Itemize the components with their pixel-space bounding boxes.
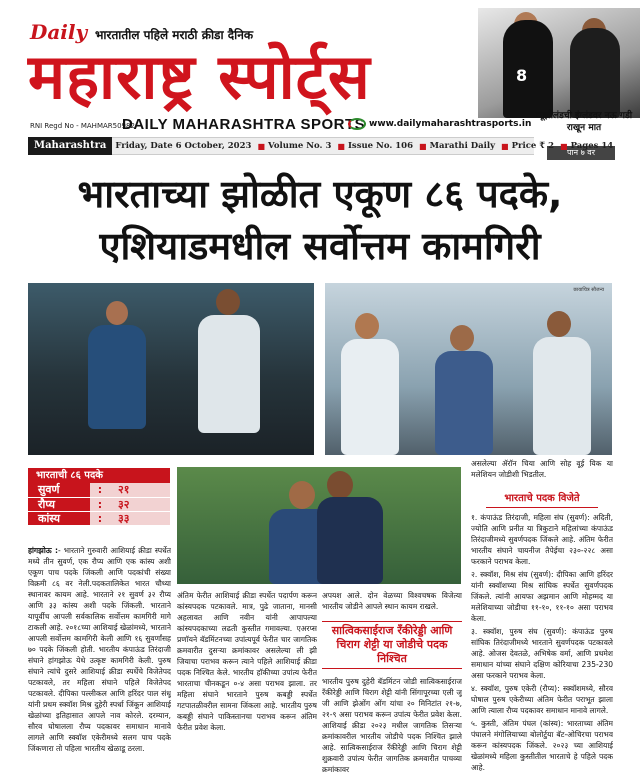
separator-icon: ■ xyxy=(257,141,265,151)
separator-icon: ■ xyxy=(419,141,427,151)
medal-row-silver xyxy=(28,497,170,511)
athlete-head xyxy=(289,481,315,509)
list-item: ४. स्क्वॉश, पुरुष एकेरी (रौप्य): स्क्वॉशमध्ये, सौरव घोषाल पुरुष एकेरीच्या अंतिम फेरीत पराभूत झाला आणि त्याला रौप्य पदकावर समाधान मानावे लागले. xyxy=(471,684,613,715)
list-item: २. स्क्वॉश, मिश्र संघ (सुवर्ण): दीपिका आणि हरिंदर यांनी स्क्वॉशच्या मिश्र सांघिक स्पर्धेत सुवर्णपदक जिंकले. त्यांनी आयफा अझमान आणि मोहम्मद या मलेशियाच्या जोडीचा ११-१०, ११-१० असा पराभव केला. xyxy=(471,570,613,623)
brand-logo: महाराष्ट्र स्पोर्ट्स xyxy=(28,40,371,113)
winners-list-title: भारताचे पदक विजेते xyxy=(471,490,613,508)
issue: Issue No. 106 xyxy=(347,141,413,151)
article-column-2 xyxy=(177,590,317,777)
athlete-figure xyxy=(341,339,399,455)
date: Friday, Date 6 October, 2023 xyxy=(115,141,252,151)
daily-label: Daily xyxy=(30,20,88,44)
article-text: अपयश आले. दोन वेळच्या विश्वचषक विजेत्या भारतीय जोडीने आपले स्थान कायम राखले. xyxy=(322,591,462,611)
medal-name: रौप्य xyxy=(28,498,90,511)
page-reference[interactable]: पान ७ वर xyxy=(547,146,615,160)
brand-english: DAILY MAHARASHTRA SPORTS xyxy=(122,116,366,133)
article-text: भारतीय पुरुष दुहेरी बॅडमिंटन जोडी सात्विकसाईराज रँकीरेड्डी आणि चिराग शेट्टी यांनी सिंगापूरच्या एली जू जी आणि झेओंग ओंग यांचा २० मिनिटांत २१-७, २१-९ असा पराभव करून उपांत्य फेरीत प्रवेश केला. आशियाई क्रीडा २०२३ मधील जागतिक तिसऱ्या क्रमांकावरील भारतीय जोडीचे पदक निश्चित झाले आहे. सात्विकसाईराज रँकीरेड्डी आणि चिराग शेट्टी शुक्रवारी उपांत्य फेरीत जागतिक क्रमवारीत पाचव्या क्रमांकावर xyxy=(322,677,462,774)
separator-icon: ■ xyxy=(560,141,568,151)
player-figure xyxy=(570,28,620,118)
squash-photo xyxy=(28,283,314,455)
volume: Volume No. 3 xyxy=(268,141,332,151)
list-item: ५. कुस्ती, अंतिम पंघल (कांस्य): भारताच्या अंतिम पंघालने मंगोलियाच्या बोलोर्टुया बॅट-ओचिरचा पराभव करून कांस्यपदक जिंकले. २०२३ च्या आशियाई खेळांमध्ये महिला कुस्तीतील भारताचे हे पहिले पदक आहे. xyxy=(471,719,613,772)
medal-count: ३२ xyxy=(110,498,170,511)
winners-list xyxy=(471,512,613,777)
price: Price ₹ 2 xyxy=(511,141,555,151)
article-column-3b xyxy=(322,676,462,777)
athlete-head xyxy=(327,471,353,499)
athlete-figure xyxy=(198,315,260,433)
medal-table xyxy=(28,468,170,540)
dateline: हांगझोऊ : xyxy=(28,546,58,555)
jersey-number: 8 xyxy=(516,66,528,85)
medal-colon: : xyxy=(90,483,110,497)
photo-credit: छायाचित्र सौजन्य xyxy=(573,287,604,293)
athlete-figure xyxy=(435,351,493,455)
medal-name: सुवर्ण xyxy=(28,483,90,497)
archery-photo xyxy=(325,283,612,455)
athlete-head xyxy=(450,325,474,351)
sub-headline: सात्विकसाईराज रँकीरेड्डी आणि चिराग शेट्टी या जोडीचे पदक निश्चित xyxy=(322,621,462,669)
region-label: Maharashtra xyxy=(28,137,112,155)
athlete-figure xyxy=(88,325,146,429)
headline-line-1: भारताच्या झोळीत एकूण ८६ पदके, xyxy=(77,172,563,216)
athlete-head xyxy=(106,301,128,325)
medal-colon: : xyxy=(90,512,110,525)
list-item: १. कंपाऊंड तिरंदाजी, महिला संघ (सुवर्ण): अदिती, ज्योति आणि प्रनीत या त्रिकुटाने महिलांच्या कंपाऊंड तिरंदाजीमध्ये सुवर्णपदक जिंकले आहे. अंतिम फेरीत भारतीय संघाने चायनीज तैपेईचा २३०-२२८ असा फरकाने पराभव केला. xyxy=(471,513,613,566)
medal-count: ३३ xyxy=(110,512,170,525)
website[interactable] xyxy=(348,118,531,130)
athlete-figure xyxy=(533,337,591,455)
athlete-head xyxy=(216,289,240,315)
separator-icon: ■ xyxy=(501,141,509,151)
medal-colon: : xyxy=(90,498,110,511)
side-story-photo xyxy=(478,8,640,118)
article-text: असलेल्या ॲरॉन चिया आणि सोह वूई यिक या मलेशियन जोडीशी भिडतील. xyxy=(471,459,613,479)
globe-icon xyxy=(348,118,366,130)
player-figure xyxy=(503,20,553,118)
athlete-head xyxy=(355,313,379,339)
pages: Pages 14 xyxy=(570,141,614,151)
badminton-photo xyxy=(177,467,461,584)
article-text: - भारताने गुरुवारी आशियाई क्रीडा स्पर्धेत मध्ये तीन सुवर्ण, एक रौप्य आणि एक कांस्य अशी एकूण पाच पदके जिंकली आणि पदकांची संख्या विक्रमी ८६ वर नेली.पदकतालिकेत भारत चौथ्या स्थानावर कायम आहे. भारताने २१ सुवर्ण ३२ रौप्य आणि ३३ कांस्य अशी पदके जिंकली. भारताने यापूर्वीच आपली सर्वकालिक सर्वोत्तम कामगिरी मागे टाकली आहे. २०१८च्या आशियाई खेळांमध्ये, भारताने आपली सर्वोत्तम कामगिरी केली आणि १६ सुवर्णांसह ७० पदके जिंकली होती. भारतीय कंपाऊंड तिरंदाजी संघाने हांगझोऊ येथे उत्कृष्ट कामगिरी केली. पुरुष संघाने त्यांचे दुसरे आशियाई क्रीडा स्पर्धेचे विजेतेपद पटकावले, तर महिला संघाने पहिले विजेतेपद पटकावले. दीपिका पल्लीकल आणि हरिंदर पाल संधू यांनी प्रथम स्क्वॉश मिश्र दुहेरी स्पर्धा जिंकून आशियाई खेळांच्या इतिहासात आपले नाव कोरले. दरम्यान, सौरव घोषालला रौप्य पदकावर समाधान मानावे लागले आणि स्क्वॉश एकेरीमध्ये सलग पाच पदके जिंकणारा तो पहिला भारतीय खेळाडू ठरला. xyxy=(28,546,171,753)
medal-row-gold xyxy=(28,483,170,497)
medal-table-title: भारताची ८६ पदके xyxy=(28,468,170,483)
list-item: ३. स्क्वॉश, पुरुष संघ (सुवर्ण): कंपाऊंड पुरुष सांघिक तिरंदाजीमध्ये भारताने सुवर्णपदक पटकावले आहे. ओजस देवतळे, अभिषेक वर्मा, आणि प्रथमेश समाधान यांच्या संघाने दक्षिण कोरियाचा 235-230 असा फरकाने पराभव केला. xyxy=(471,627,613,680)
registration-number: RNI Regd No - MAHMAR50982 xyxy=(30,122,135,130)
headline xyxy=(10,168,630,272)
medal-row-bronze xyxy=(28,511,170,525)
athlete-head xyxy=(547,311,571,337)
athlete-figure xyxy=(317,497,383,584)
separator-icon: ■ xyxy=(337,141,345,151)
article-text: अंतिम फेरीत आशियाई क्रीडा स्पर्धेत पदार्पण करून कांस्यपदक पटकावले. मात्र, पुढे जाताना, मानसी अहलावत आणि नवीन यांनी आपापल्या कांस्यपदकाच्या लढती कुस्तीत गमावल्या. एअरप्स प्रणॉयने बॅडमिंटनच्या उपांत्यपूर्व फेरीत चार जागतिक क्रमवारीत दुसऱ्या क्रमांकावर असलेल्या ली झी जियाचा पराभव करून त्याने पहिले आशियाई क्रीडा पदक निश्चित केले. भारतीय हॉकीच्या उपांत्य फेरीत भारताचा चीनकडून ०-४ असा पराभव झाला. तर महिला संघाने भारताने पुरुष कबड्डी स्पर्धेत गटपातळीवरील सामना जिंकला आहे. भारतीय पुरुष कबड्डी संघाने पाकिस्तानचा पराभव करून अंतिम फेरीत प्रवेश केला. xyxy=(177,591,317,732)
medal-count: २१ xyxy=(110,483,170,497)
medal-name: कांस्य xyxy=(28,512,90,525)
article-column-3 xyxy=(322,590,462,620)
side-story-caption: न्यूझीलंडची इंग्लंडवर नऊ गडी राखून मात xyxy=(535,111,633,133)
language: Marathi Daily xyxy=(429,141,496,151)
tagline: भारतातील पहिले मराठी क्रीडा दैनिक xyxy=(95,28,254,42)
headline-line-2: एशियाडमधील सर्वोत्तम कामगिरी xyxy=(99,224,541,268)
website-url[interactable]: www.dailymaharashtrasports.in xyxy=(369,119,532,129)
article-column-1 xyxy=(28,545,171,777)
article-column-4 xyxy=(471,458,613,488)
